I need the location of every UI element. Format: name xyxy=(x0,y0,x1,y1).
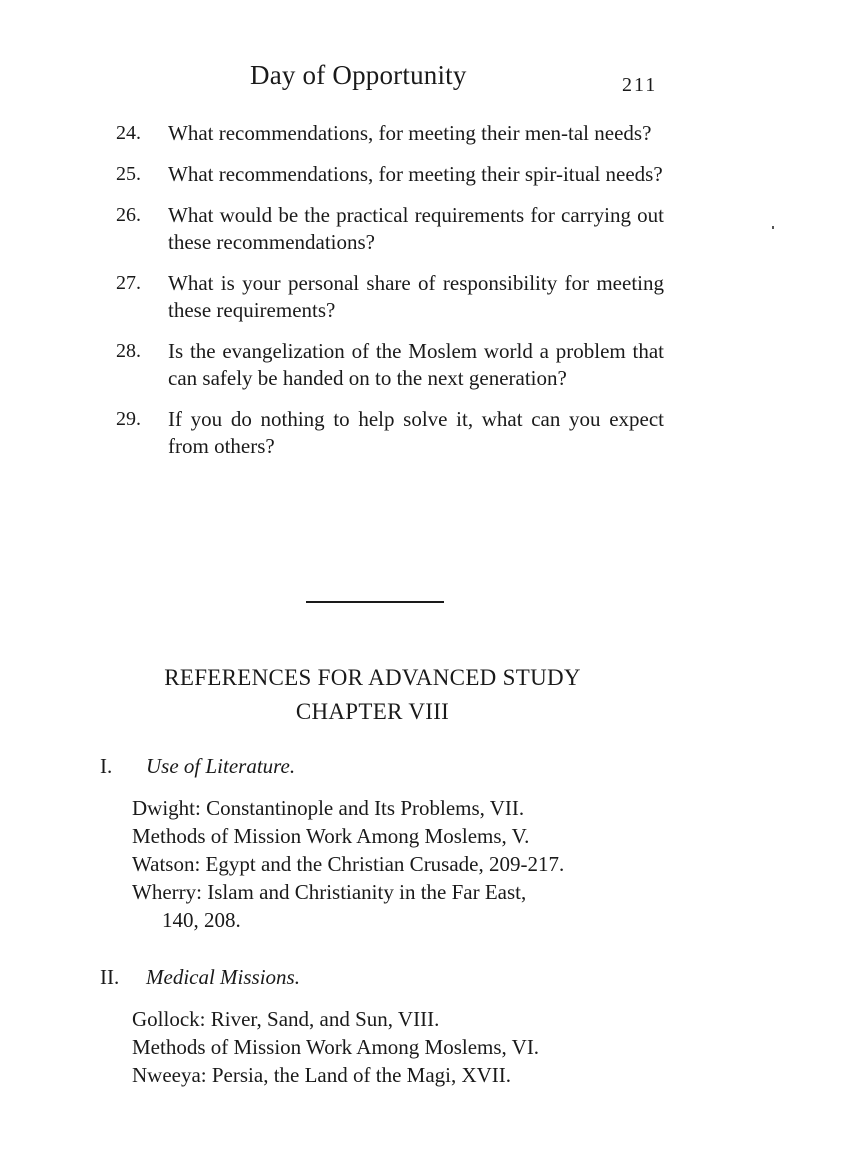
scan-speck xyxy=(772,226,774,229)
question-number: 28. xyxy=(116,340,141,362)
reference-item: Watson: Egypt and the Christian Crusade, 209-217. xyxy=(132,852,565,876)
running-header-title: Day of Opportunity xyxy=(250,60,467,90)
references-heading: REFERENCES FOR ADVANCED STUDY xyxy=(164,665,581,690)
section-name: Medical Missions. xyxy=(146,965,300,989)
question-item xyxy=(116,338,664,392)
reference-item: Gollock: River, Sand, and Sun, VIII. xyxy=(132,1007,440,1031)
reference-list xyxy=(100,794,670,934)
question-item xyxy=(116,270,664,324)
question-number: 26. xyxy=(116,204,141,226)
question-text: What is your personal share of responsibility for meeting these requirements? xyxy=(168,271,664,322)
reference-item: Methods of Mission Work Among Moslems, V. xyxy=(132,824,530,848)
question-number: 24. xyxy=(116,122,141,144)
question-text: What recommendations, for meeting their men-tal needs? xyxy=(168,121,652,145)
reference-item: Methods of Mission Work Among Moslems, VI. xyxy=(132,1035,540,1059)
page-number: 211 xyxy=(622,74,658,96)
question-number: 27. xyxy=(116,272,141,294)
reference-section-title xyxy=(100,963,670,991)
question-item xyxy=(116,202,664,256)
reference-item: Nweeya: Persia, the Land of the Magi, XVII. xyxy=(132,1063,512,1087)
question-item xyxy=(116,161,664,188)
question-item xyxy=(116,120,664,147)
reference-section-medical xyxy=(100,963,670,1089)
reference-section-title xyxy=(100,752,670,780)
reference-section-literature xyxy=(100,752,670,934)
reference-item xyxy=(132,878,670,934)
question-number: 25. xyxy=(116,163,141,185)
question-text: If you do nothing to help solve it, what can you expect from others? xyxy=(168,407,664,458)
section-divider-rule xyxy=(306,601,444,603)
section-numeral: II. xyxy=(100,965,120,989)
question-number: 29. xyxy=(116,408,141,430)
references-heading-block xyxy=(0,661,745,729)
reference-continuation: 140, 208. xyxy=(162,908,241,932)
reference-list xyxy=(100,1005,670,1089)
question-text: What recommendations, for meeting their spir-itual needs? xyxy=(168,162,663,186)
chapter-heading: CHAPTER VIII xyxy=(295,699,450,724)
question-list xyxy=(116,120,664,474)
question-text: Is the evangelization of the Moslem world a problem that can safely be handed on to the next generation? xyxy=(168,339,664,390)
question-item xyxy=(116,406,664,460)
section-name: Use of Literature. xyxy=(146,754,296,778)
section-numeral: I. xyxy=(100,754,113,778)
reference-line: Wherry: Islam and Christianity in the Far East, xyxy=(132,880,527,904)
reference-item: Dwight: Constantinople and Its Problems, VII. xyxy=(132,796,525,820)
question-text: What would be the practical requirements for carrying out these recommendations? xyxy=(168,203,664,254)
